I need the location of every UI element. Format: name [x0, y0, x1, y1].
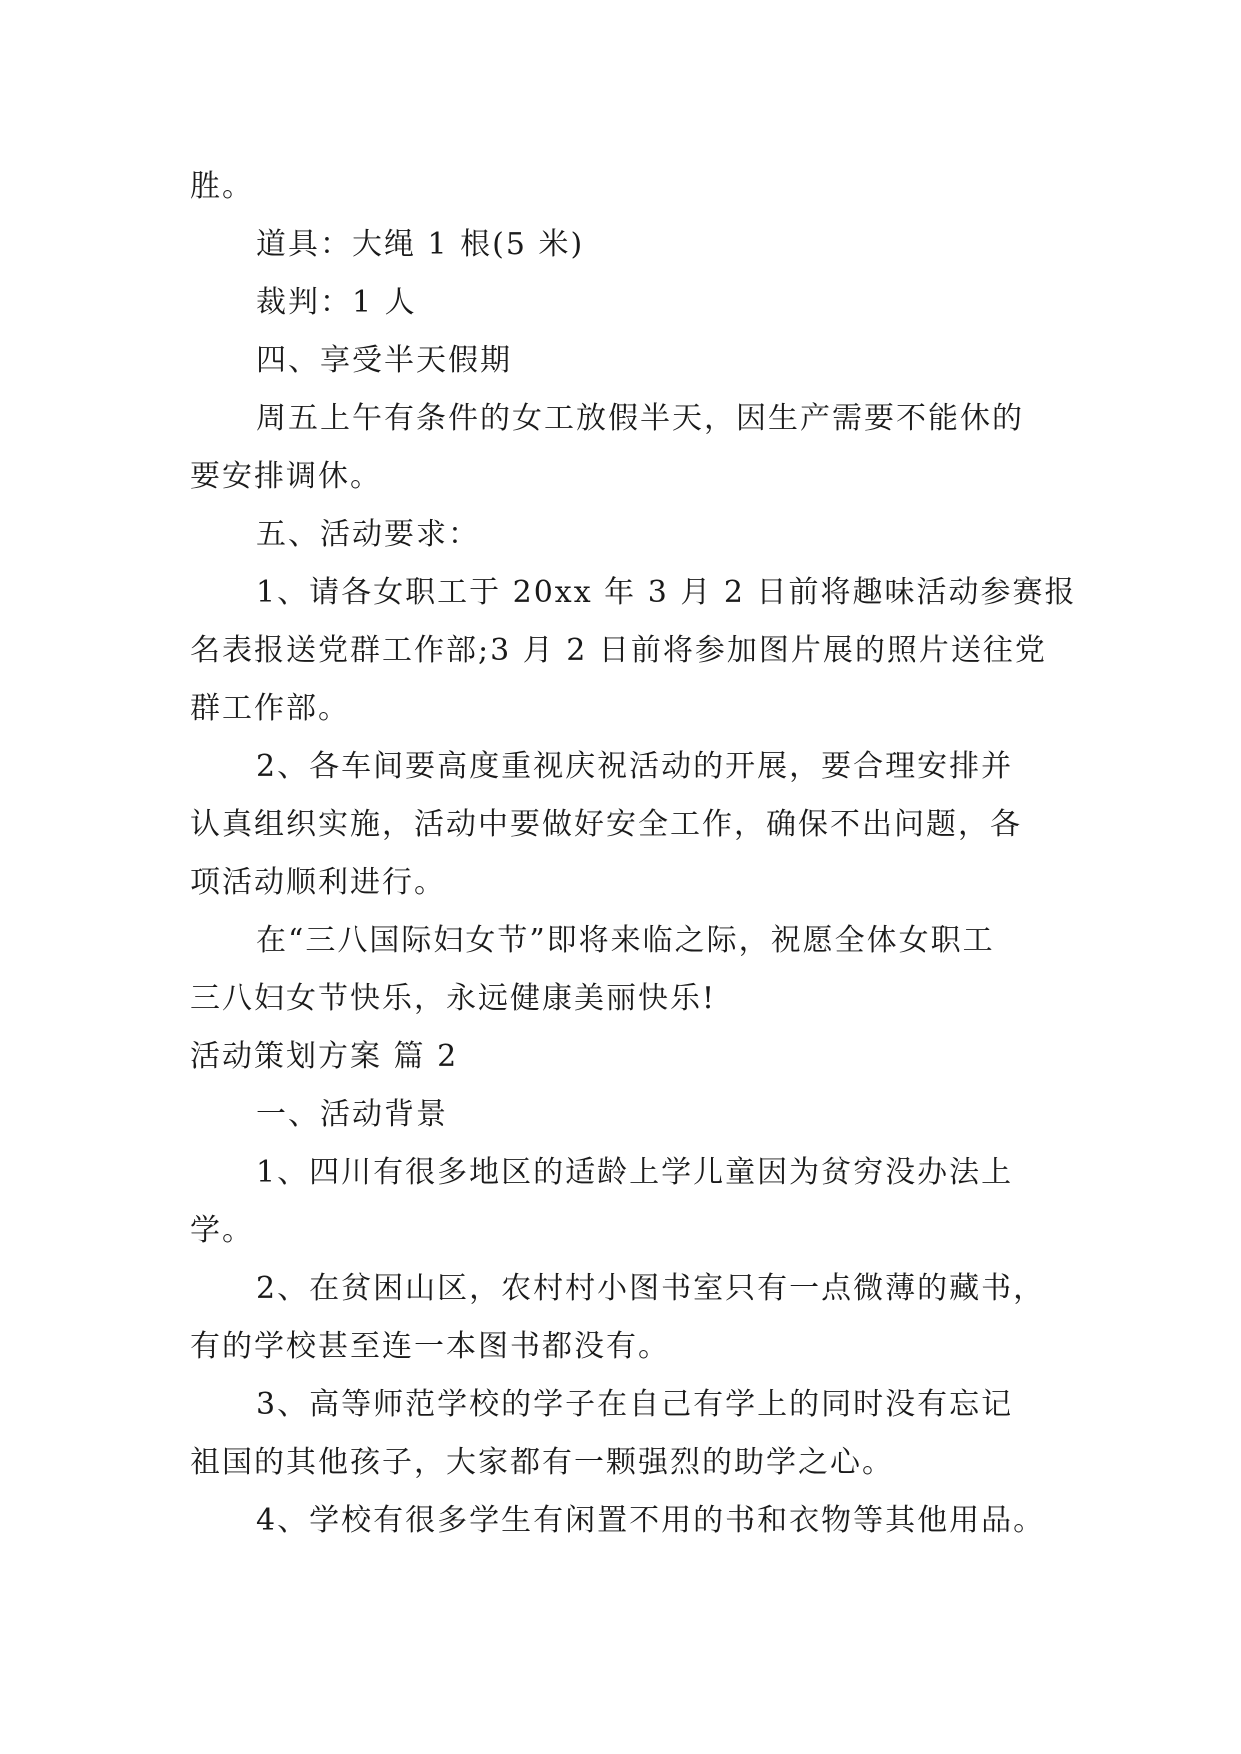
text-line: 4、学校有很多学生有闲置不用的书和衣物等其他用品。 [256, 1503, 1046, 1538]
document-page [190, 158, 1077, 1550]
text-line: 2、各车间要高度重视庆祝活动的开展，要合理安排并 [256, 749, 1014, 784]
text-line: 周五上午有条件的女工放假半天，因生产需要不能休的 [256, 401, 1024, 436]
text-line: 群工作部。 [190, 691, 350, 726]
text-line: 一、活动背景 [256, 1097, 448, 1132]
text-line: 认真组织实施，活动中要做好安全工作，确保不出问题，各 [190, 807, 1022, 842]
text-line: 有的学校甚至连一本图书都没有。 [190, 1329, 670, 1364]
text-line: 道具：大绳 1 根(5 米) [256, 227, 585, 262]
text-line: 胜。 [190, 169, 254, 204]
text-line: 2、在贫困山区，农村村小图书室只有一点微薄的藏书， [256, 1271, 1046, 1306]
text-line: 名表报送党群工作部;3 月 2 日前将参加图片展的照片送往党 [190, 633, 1047, 668]
text-line: 祖国的其他孩子，大家都有一颗强烈的助学之心。 [190, 1445, 894, 1480]
text-line: 三八妇女节快乐，永远健康美丽快乐! [190, 981, 717, 1016]
text-line: 3、高等师范学校的学子在自己有学上的同时没有忘记 [256, 1387, 1014, 1422]
text-line: 裁判：1 人 [256, 285, 417, 320]
text-line: 学。 [190, 1213, 254, 1248]
text-line: 在“三八国际妇女节”即将来临之际，祝愿全体女职工 [256, 923, 995, 958]
text-line: 要安排调休。 [190, 459, 382, 494]
text-line: 活动策划方案 篇 2 [190, 1039, 459, 1074]
text-line: 1、四川有很多地区的适龄上学儿童因为贫穷没办法上 [256, 1155, 1014, 1190]
text-line: 五、活动要求： [256, 517, 480, 552]
text-line: 四、享受半天假期 [256, 343, 512, 378]
text-line: 1、请各女职工于 20xx 年 3 月 2 日前将趣味活动参赛报 [256, 575, 1077, 610]
text-line: 项活动顺利进行。 [190, 865, 446, 900]
